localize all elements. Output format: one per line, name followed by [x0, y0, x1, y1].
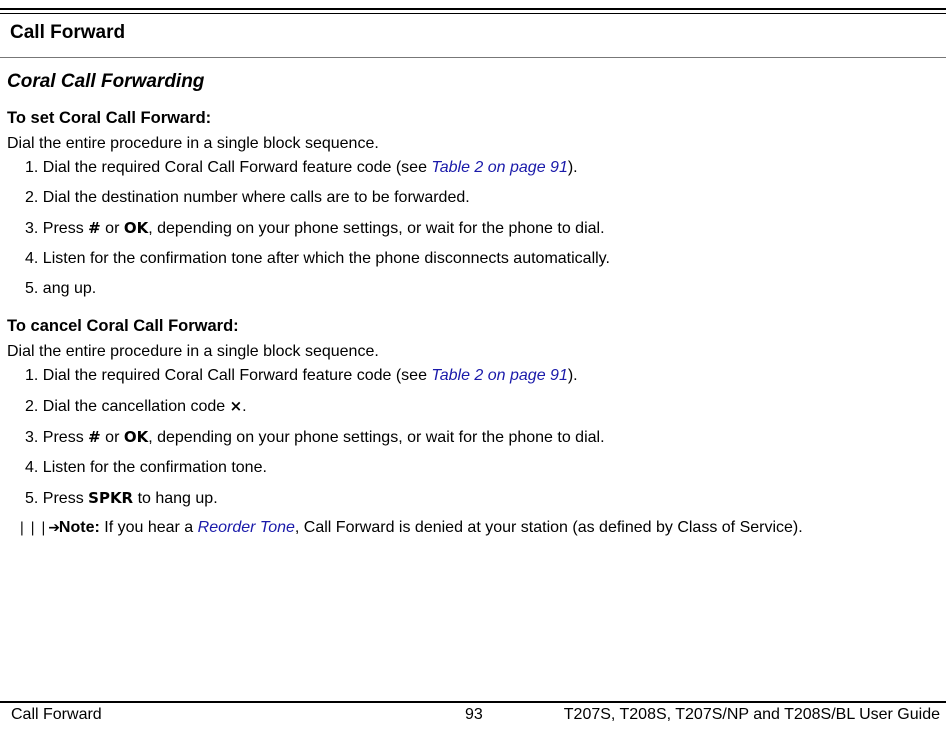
page-header-title: Call Forward: [10, 22, 126, 43]
cancel-procedure-intro: Dial the entire procedure in a single block sequence.: [7, 343, 379, 360]
cancel-procedure-steps: [7, 366, 605, 509]
set-step-2: 2. Dial the destination number where calls are to be forwarded.: [25, 189, 470, 206]
cancel-procedure-heading: To cancel Coral Call Forward:: [7, 317, 239, 335]
section-title: Coral Call Forwarding: [7, 71, 205, 92]
set-procedure-intro: Dial the entire procedure in a single block sequence.: [7, 135, 379, 152]
header-rule-bottom: [0, 57, 946, 58]
ok-key: OK: [123, 428, 149, 446]
cancel-step-2: 2. Dial the cancellation code ×.: [25, 397, 247, 415]
set-step-5: 5. ang up.: [25, 280, 97, 297]
note: ❘❘❘➔Note: If you hear a Reorder Tone, Call Forward is denied at your station (as defined by Class of Service).: [16, 519, 803, 536]
cancel-step-1: 1. Dial the required Coral Call Forward feature code (see Table 2 on page 91).: [25, 367, 578, 384]
hash-key: #: [88, 428, 101, 446]
set-procedure: [7, 108, 610, 299]
footer-rule: [0, 701, 946, 703]
cancel-code-key: ×: [229, 397, 243, 415]
cancel-step-4: 4. Listen for the confirmation tone.: [25, 459, 267, 476]
note-label: Note:: [58, 519, 100, 536]
set-step-3: 3. Press # or OK, depending on your phone settings, or wait for the phone to dial.: [25, 219, 605, 237]
footer-chapter: Call Forward: [11, 706, 102, 723]
spkr-key: SPKR: [88, 489, 134, 507]
hash-key: #: [88, 219, 101, 237]
set-step-4: 4. Listen for the confirmation tone after which the phone disconnects automatically.: [25, 250, 610, 267]
footer-guide-title: T207S, T208S, T207S/NP and T208S/BL User Guide: [563, 706, 940, 723]
cancel-step-3: 3. Press # or OK, depending on your phone settings, or wait for the phone to dial.: [25, 428, 605, 446]
header-rule-top: [0, 8, 946, 10]
header-rule-second: [0, 13, 946, 14]
set-step-1: 1. Dial the required Coral Call Forward feature code (see Table 2 on page 91).: [25, 159, 578, 176]
ok-key: OK: [123, 219, 149, 237]
footer-page-number: 93: [465, 706, 483, 723]
table-2-link[interactable]: Table 2 on page 91: [431, 367, 568, 384]
cancel-step-5: 5. Press SPKR to hang up.: [25, 489, 218, 507]
set-procedure-steps: [7, 158, 610, 299]
cancel-procedure: [7, 316, 605, 509]
table-2-link[interactable]: Table 2 on page 91: [431, 159, 568, 176]
note-arrow-icon: ❘❘❘➔: [16, 520, 59, 536]
reorder-tone-link[interactable]: Reorder Tone: [197, 519, 295, 536]
set-procedure-heading: To set Coral Call Forward:: [7, 109, 212, 127]
